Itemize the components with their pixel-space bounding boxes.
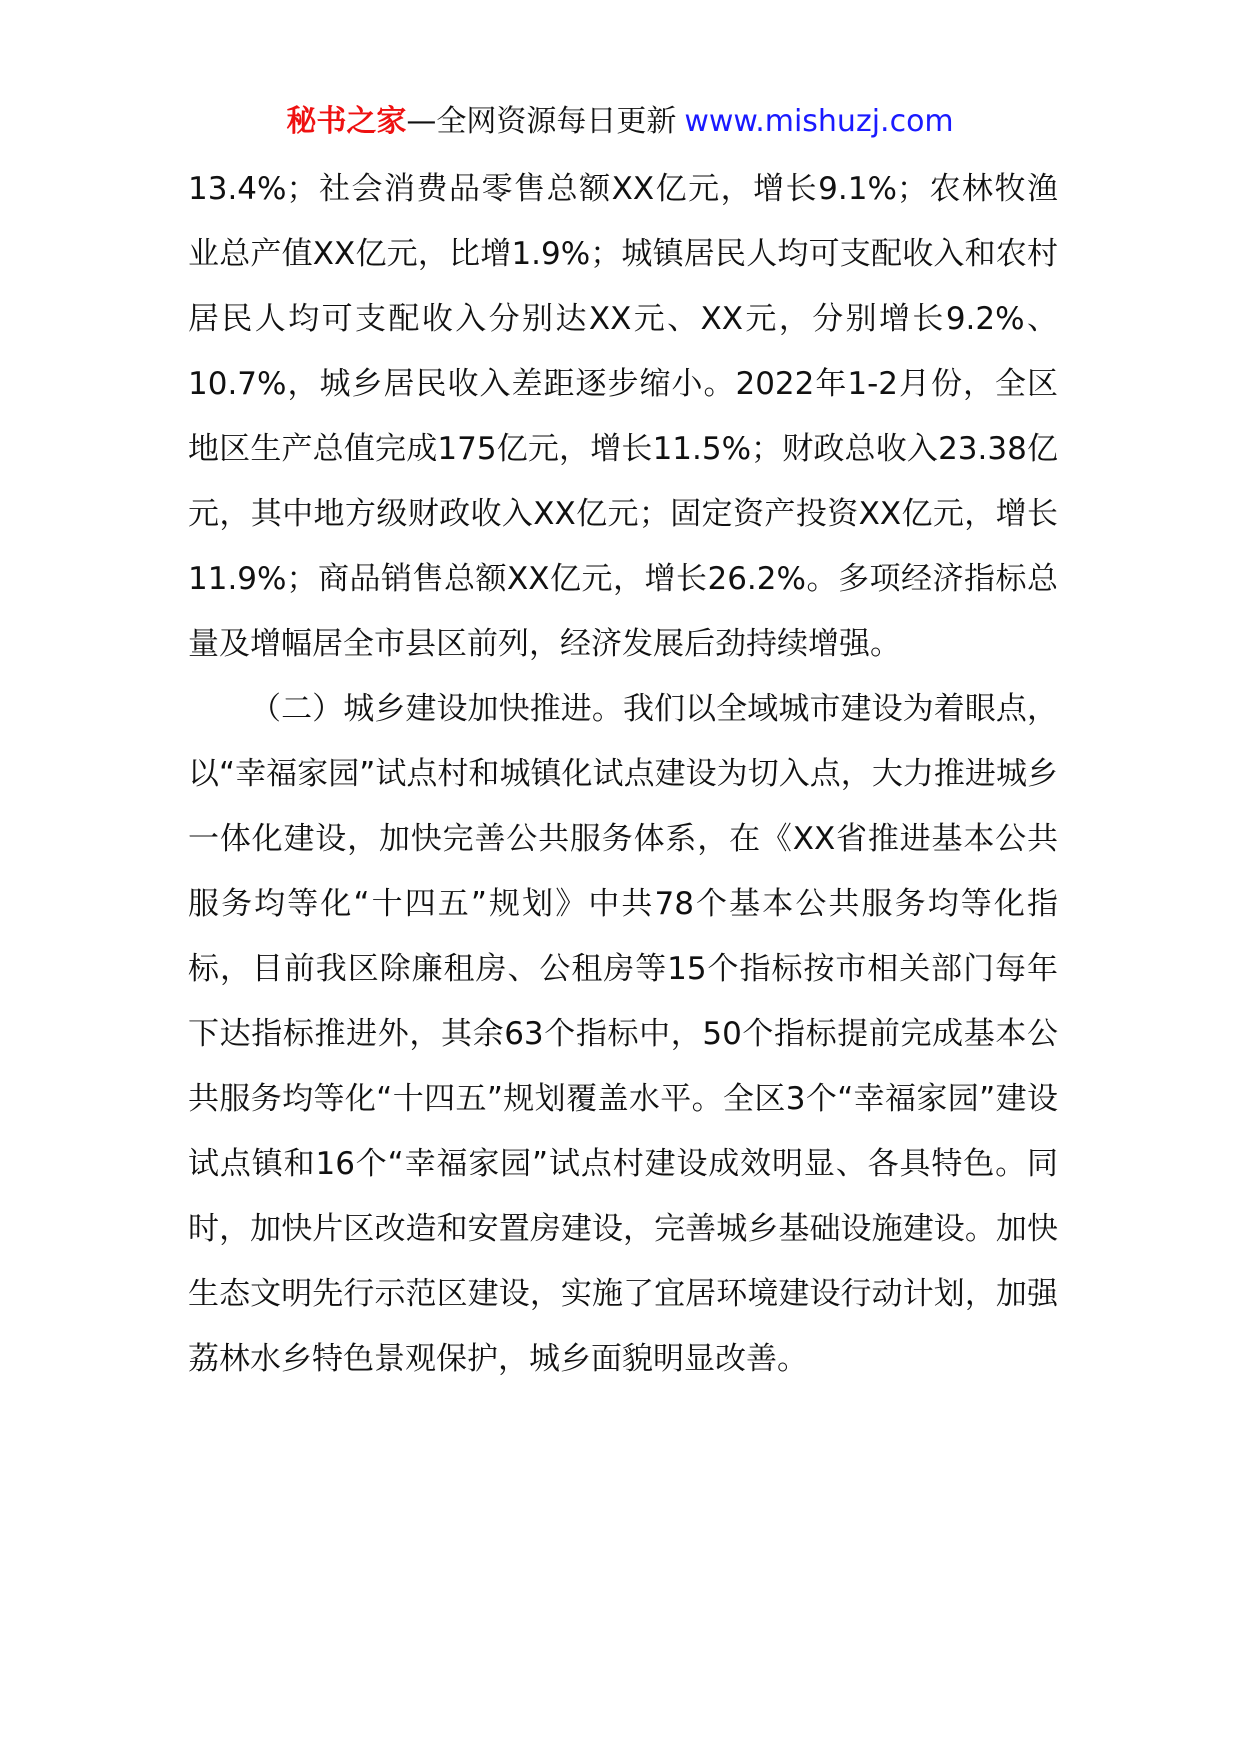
site-url-link[interactable]: www.mishuzj.com (684, 104, 954, 139)
document-body (188, 157, 1058, 1392)
site-slogan: —全网资源每日更新 (406, 104, 677, 139)
site-brand: 秘书之家 (286, 104, 407, 139)
paragraph-economy-continued: 13.4%；社会消费品零售总额XX亿元，增长9.1%；农林牧渔业总产值XX亿元，比增1.9%；城镇居民人均可支配收入和农村居民人均可支配收入分别达XX元、XX元，分别增长9.2%、10.7%，城乡居民收入差距逐步缩小。2022年1-2月份，全区地区生产总值完成175亿元，增长11.5%；财政总收入23.38亿元，其中地方级财政收入XX亿元；固定资产投资XX亿元，增长11.9%；商品销售总额XX亿元，增长26.2%。多项经济指标总量及增幅居全市县区前列，经济发展后劲持续增强。 (188, 171, 1058, 662)
paragraph-urban-rural-construction: （二）城乡建设加快推进。我们以全域城市建设为着眼点，以“幸福家园”试点村和城镇化试点建设为切入点，大力推进城乡一体化建设，加快完善公共服务体系，在《XX省推进基本公共服务均等化“十四五”规划》中共78个基本公共服务均等化指标，目前我区除廉租房、公租房等15个指标按市相关部门每年下达指标推进外，其余63个指标中，50个指标提前完成基本公共服务均等化“十四五”规划覆盖水平。全区3个“幸福家园”建设试点镇和16个“幸福家园”试点村建设成效明显、各具特色。同时，加快片区改造和安置房建设，完善城乡基础设施建设。加快生态文明先行示范区建设，实施了宜居环境建设行动计划，加强荔林水乡特色景观保护，城乡面貌明显改善。 (188, 691, 1058, 1377)
page-header (0, 100, 1240, 144)
